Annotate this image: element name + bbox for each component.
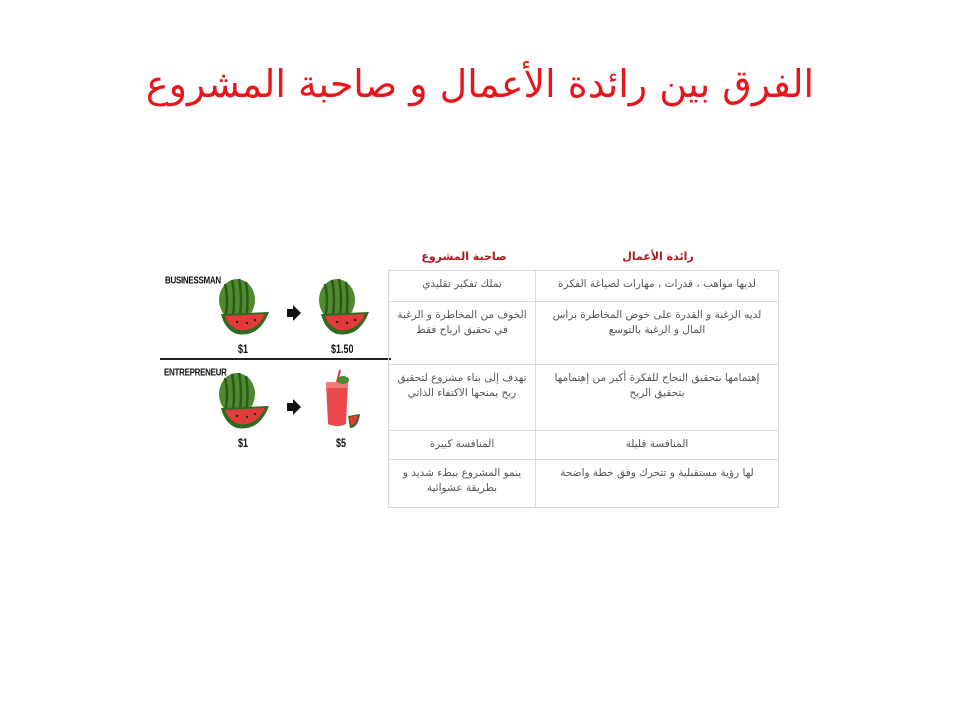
illustration-divider [160, 358, 391, 360]
entrepreneur-cell: المنافسة قليلة [536, 431, 779, 460]
arrow-right-icon [286, 304, 302, 322]
owner-cell: الخوف من المخاطرة و الرغبة في تحقيق ارباح فقط [389, 302, 536, 365]
entrepreneur-cell: لها رؤية مستقبلية و تتحرك وفق خطة واضحة [536, 460, 779, 508]
owner-cell: ينمو المشروع ببطء شديد و بطريقة عشوائية [389, 460, 536, 508]
slide-title: الفرق بين رائدة الأعمال و صاحبة المشروع [145, 62, 815, 106]
owner-cell: تملك تفكير تقليدي [389, 271, 536, 302]
businessman-vs-entrepreneur-illustration [160, 270, 391, 460]
entrepreneur-price-from: $1 [238, 436, 249, 450]
entrepreneur-cell: لديها مواهب ، قدرات ، مهارات لصياغة الفكرة [536, 271, 779, 302]
table-row [389, 431, 779, 460]
watermelon-icon [315, 276, 371, 340]
watermelon-icon [215, 276, 271, 340]
businessman-price-from: $1 [238, 342, 249, 356]
table-row [389, 302, 779, 365]
watermelon-icon [215, 370, 271, 434]
businessman-label: BUSINESSMAN [165, 274, 221, 287]
watermelon-juice-icon [318, 368, 362, 434]
comparison-table [391, 242, 779, 508]
table-row [389, 365, 779, 431]
table-row [389, 271, 779, 302]
header-owner: صاحبة المشروع [421, 249, 507, 263]
entrepreneur-cell: إهتمامها بتحقيق النجاح للفكرة أكبر من إهتمامها بتحقيق الربح [536, 365, 779, 431]
entrepreneur-label: ENTREPRENEUR [164, 366, 227, 379]
owner-cell: تهدف إلى بناء مشروع لتحقيق ربح يمنحها الاكتفاء الذاتي [389, 365, 536, 431]
table-header [391, 242, 779, 270]
entrepreneur-cell: لديه الرغبة و القدرة على خوض المخاطرة براس المال و الرغبة بالتوسع [536, 302, 779, 365]
comparison-grid [388, 270, 779, 508]
entrepreneur-price-to: $5 [336, 436, 347, 450]
table-row [389, 460, 779, 508]
arrow-right-icon [286, 398, 302, 416]
owner-cell: المنافسة كبيرة [389, 431, 536, 460]
businessman-price-to: $1.50 [331, 342, 354, 356]
header-entrepreneur: رائدة الأعمال [622, 249, 694, 263]
